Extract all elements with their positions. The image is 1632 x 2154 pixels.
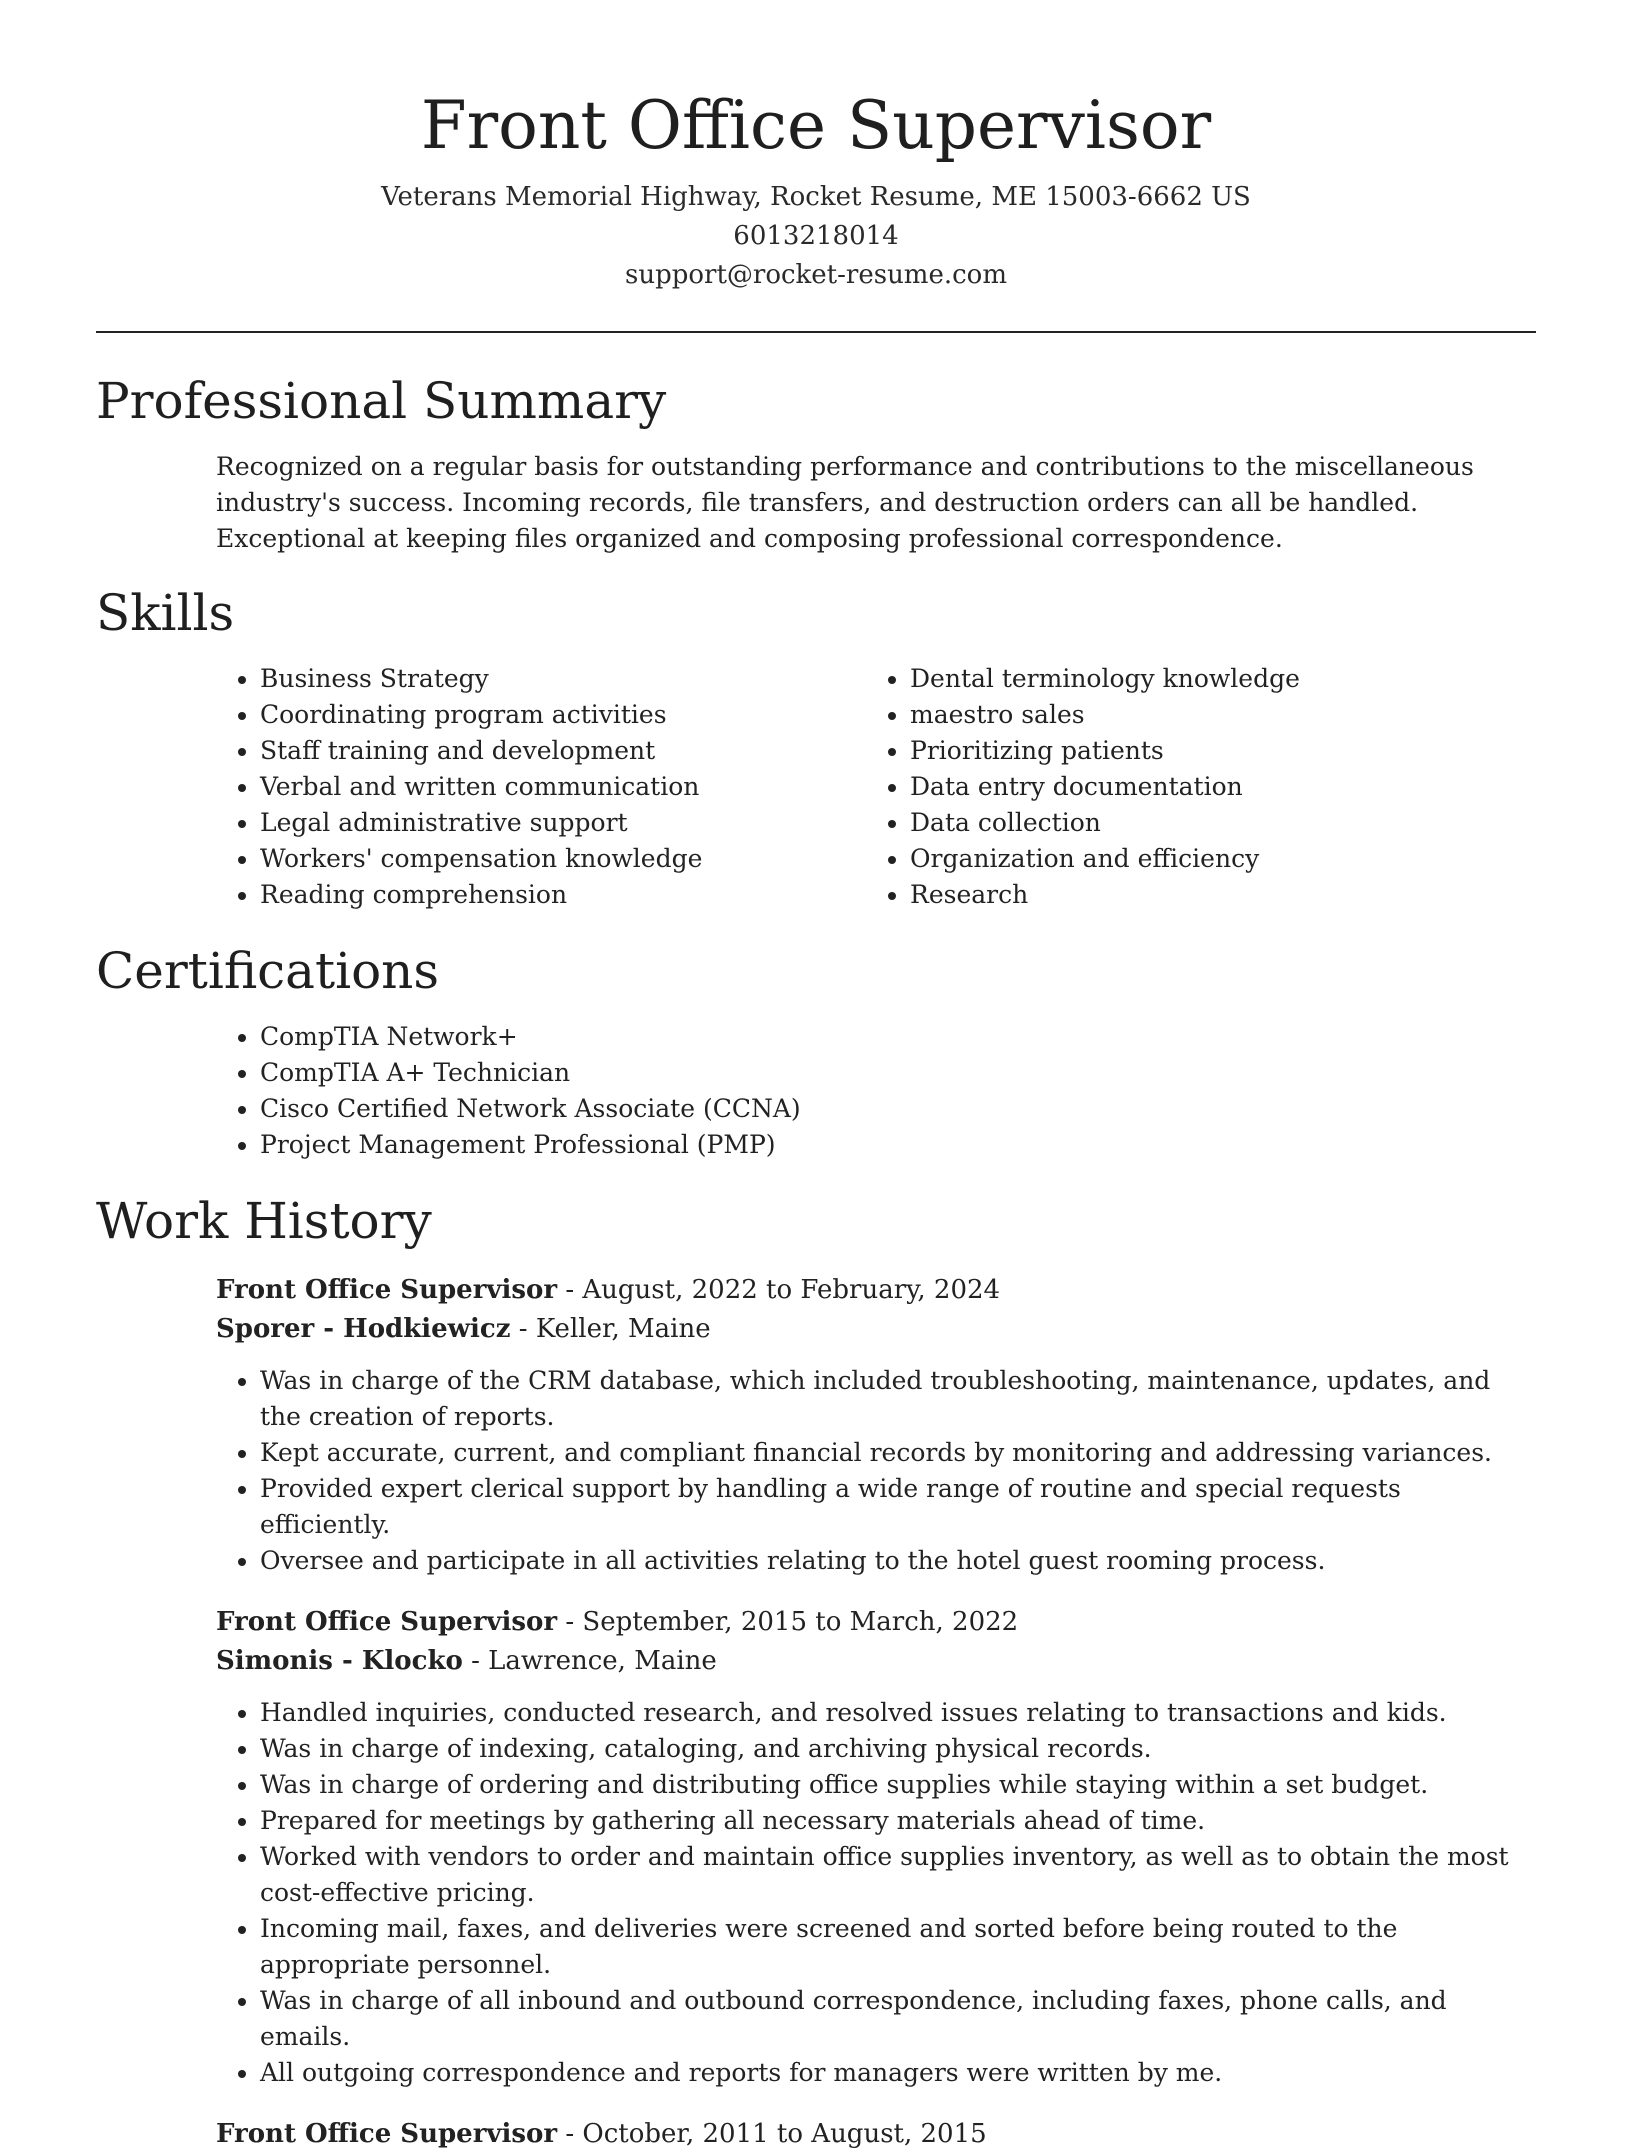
job-title-line: [216, 1271, 1536, 1310]
certifications-list: [96, 1019, 1536, 1163]
skills-heading: Skills: [96, 584, 235, 642]
job-entry: [216, 1603, 1536, 2091]
job-title-line: [216, 2115, 1536, 2154]
job-title: Front Office Supervisor: [216, 2119, 558, 2149]
job-duty: • All outgoing correspondence and reports for managers were written by me.: [260, 2055, 1536, 2091]
certification-item: • Project Management Professional (PMP): [260, 1127, 1536, 1163]
skills-list-right: [910, 661, 1300, 913]
job-duty: • Kept accurate, current, and compliant financial records by monitoring and addressing variances.: [260, 1435, 1536, 1471]
summary-text: Recognized on a regular basis for outstanding performance and contributions to the miscellaneous industry's success. Incoming records, file transfers, and destruction orders can all be handled. Exceptional at keeping files organized and composing professional correspondence.: [216, 452, 1474, 553]
job-company: Simonis - Klocko: [216, 1646, 463, 1676]
skill-item: • Dental terminology knowledge: [910, 661, 1300, 697]
job-location: - Keller, Maine: [510, 1314, 711, 1344]
job-duty: • Was in charge of the CRM database, which included troubleshooting, maintenance, updates, and the creation of reports.: [260, 1363, 1536, 1435]
skill-item: • maestro sales: [910, 697, 1300, 733]
job-entry: [216, 2115, 1536, 2154]
job-duty: • Prepared for meetings by gathering all necessary materials ahead of time.: [260, 1803, 1536, 1839]
certification-item: • CompTIA A+ Technician: [260, 1055, 1536, 1091]
skill-item: • Staff training and development: [260, 733, 746, 769]
certifications-heading: Certifications: [96, 942, 440, 1000]
job-duty: • Provided expert clerical support by handling a wide range of routine and special requests efficiently.: [260, 1471, 1536, 1543]
phone-text: 6013218014: [733, 221, 899, 251]
skill-item: • Legal administrative support: [260, 805, 746, 841]
job-duty: • Incoming mail, faxes, and deliveries were screened and sorted before being routed to the appropriate personnel.: [260, 1911, 1536, 1983]
job-duty: • Oversee and participate in all activities relating to the hotel guest rooming process.: [260, 1543, 1536, 1579]
job-duties-list: [216, 1363, 1536, 1579]
certification-item: • CompTIA Network+: [260, 1019, 1536, 1055]
skill-item: • Coordinating program activities: [260, 697, 746, 733]
skill-item: • Data entry documentation: [910, 769, 1300, 805]
job-title: Front Office Supervisor: [216, 1607, 558, 1637]
skills-list-left: [96, 661, 746, 913]
work-history-heading: Work History: [96, 1192, 432, 1250]
skill-item: • Reading comprehension: [260, 877, 746, 913]
skills-columns: [96, 661, 1536, 913]
certification-item: • Cisco Certified Network Associate (CCNA): [260, 1091, 1536, 1127]
skills-section: [96, 583, 1536, 913]
skill-item: • Prioritizing patients: [910, 733, 1300, 769]
job-duty: • Was in charge of all inbound and outbound correspondence, including faxes, phone calls, and emails.: [260, 1983, 1536, 2055]
job-dates: - September, 2015 to March, 2022: [557, 1607, 1019, 1637]
certifications-section: [96, 941, 1536, 1163]
job-duty: • Was in charge of indexing, cataloging, and archiving physical records.: [260, 1731, 1536, 1767]
summary-heading: Professional Summary: [96, 372, 667, 430]
job-title-line: [216, 1603, 1536, 1642]
header-divider: [96, 331, 1536, 333]
contact-info: [96, 178, 1536, 295]
resume-header: [96, 0, 1536, 295]
job-title: Front Office Supervisor: [216, 1275, 558, 1305]
resume-page: [96, 0, 1536, 2154]
summary-section: [96, 371, 1536, 557]
job-company-line: [216, 1310, 1536, 1349]
job-duty: • Was in charge of ordering and distributing office supplies while staying within a set budget.: [260, 1767, 1536, 1803]
job-dates: - August, 2022 to February, 2024: [557, 1275, 1001, 1305]
job-dates: - October, 2011 to August, 2015: [557, 2119, 987, 2149]
job-entry: [216, 1271, 1536, 1579]
job-company-line: [216, 1642, 1536, 1681]
skill-item: • Organization and efficiency: [910, 841, 1300, 877]
job-company: Sporer - Hodkiewicz: [216, 1314, 511, 1344]
address-text: Veterans Memorial Highway, Rocket Resume, ME 15003-6662 US: [381, 182, 1251, 212]
email-text: support@rocket-resume.com: [624, 260, 1007, 290]
candidate-name: Front Office Supervisor: [420, 87, 1212, 164]
job-location: - Lawrence, Maine: [462, 1646, 717, 1676]
work-history-section: [96, 1191, 1536, 2154]
skill-item: • Verbal and written communication: [260, 769, 746, 805]
job-duty: • Worked with vendors to order and maintain office supplies inventory, as well as to obtain the most cost-effective pricing.: [260, 1839, 1536, 1911]
skill-item: • Research: [910, 877, 1300, 913]
job-duties-list: [216, 1695, 1536, 2091]
job-duty: • Handled inquiries, conducted research, and resolved issues relating to transactions and kids.: [260, 1695, 1536, 1731]
skill-item: • Data collection: [910, 805, 1300, 841]
skill-item: • Workers' compensation knowledge: [260, 841, 746, 877]
skill-item: • Business Strategy: [260, 661, 746, 697]
